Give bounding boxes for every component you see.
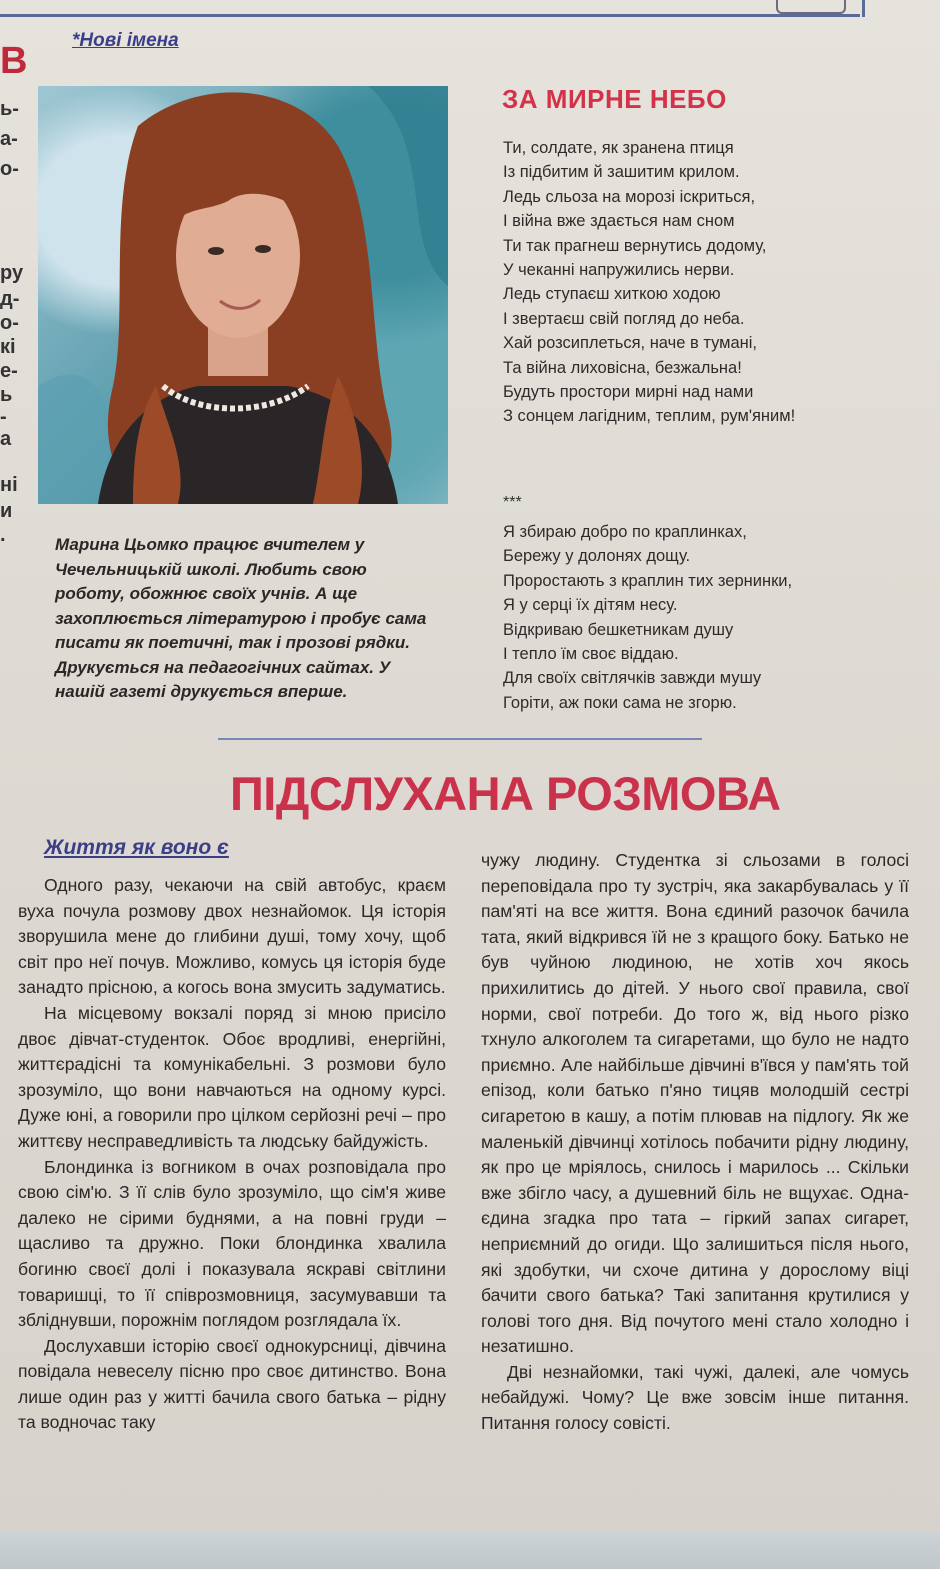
poem-line: Я збираю добро по краплинках, [503,523,747,541]
poem-line: У чеканні напружились нерви. [503,261,735,280]
poem-title: ЗА МИРНЕ НЕБО [502,84,727,114]
edge-fragment: а [0,428,12,450]
poem-line: Горіти, аж поки сама не згорю. [503,693,737,712]
poem-line: Будуть простори мирні над нами [503,383,754,402]
poem-1 [503,136,883,429]
article-paragraph: Дослухавши історію своєї однокурсниці, дівчина повідала невеселу пісню про своє дитинство. Вона лише один раз у житті бачила свого батька – рідну та водночас таку [18,1335,446,1433]
article-column-1 [18,873,446,1436]
poem-line: З сонцем лагідним, теплим, рум'яним! [503,407,796,426]
article-column-2 [481,848,909,1437]
section-divider [218,738,702,740]
page-bottom-edge [0,1532,940,1569]
poem-line: Проростають з краплин тих зернинки, [503,571,793,590]
edge-fragment: кі [0,336,16,358]
top-rule [0,14,860,17]
poem-line: Відкриваю бешкетникам душу [503,620,734,639]
article-subhead: Життя як воно є [44,836,229,859]
edge-fragment: ру [0,262,24,284]
edge-fragment: В [0,40,28,82]
poem-line: Я у серці їх дітям несу. [503,596,678,615]
article-paragraph: Блондинка із вогником в очах розповідала про свою сім'ю. З її слів було зрозуміло, що сім'я живе далеко не сірими буднями, а на повні груди – щасливо та дружно. Поки блондинка хвалила богиню своєї долі і показувала яскраві світлини товаришці, то її співрозмовниця, засумувавши та збліднувши, порожнім поглядом розглядала їх. [18,1156,446,1331]
poem-2 [503,520,883,715]
article-paragraph: чужу людину. Студентка зі сльозами в голосі переповідала про ту зустріч, яка закарбувалась у її пам'яті на все життя. Вона єдиний разочок бачила тата, який відкрився їй не з кращого боку. Батько не був чуйною людиною, не хотів хоч якось прихилитись до дітей. У нього свої правила, свої норми, свої потреби. До того ж, від нього різко тхнуло алкоголем та сигаретами, що було не надто приємно. Але найбільше дівчині в'ївся у пам'ять той епізод, коли батько п'яно тицяв молодшій сестрі сигаретою в кашу, а потім плював на підлогу. Як же маленькій дівчинці хотілось побачити рідну людину, як про це мріялось, снилось і марилось ... Скільки вже збігло часу, а душевний біль не вщухає. Одна-єдина згадка про тата – гіркий запах сигарет, неприємний до огиди. Що залишиться після нього, які здобутки, чи схоче дитина у дорослому віці бачити свого батька? Такі запитання крутилися у голові того дня. Від почутого мені стало холодно і незатишно. [481,850,909,1357]
poem-line: Та війна лиховісна, безжальна! [503,358,742,377]
poem-line: Для своїх світлячків завжди мушу [503,669,762,688]
portrait-illustration [38,86,448,504]
article-paragraph: Одного разу, чекаючи на свій автобус, краєм вуха почула розмову двох незнайомок. Ця історія зворушила мене до глибини душі, тому хочу, щоб світ про неї почув. Можливо, комусь ця історія буде занадто прісною, а когось вона змусить задуматись. [18,875,446,998]
poem-line: Бережу у долонях дощу. [503,547,691,566]
rubric-label: *Нові імена [72,30,179,51]
edge-fragment: о- [0,158,19,180]
edge-fragment: и [0,500,13,522]
poem-line: Із підбитим й зашитим крилом. [503,163,740,182]
article-paragraph: Дві незнайомки, такі чужі, далекі, але чомусь небайдужі. Чому? Це вже зовсім інше питання. Питання голосу совісті. [481,1361,909,1434]
edge-fragment: а- [0,128,18,150]
corner-rule [862,0,865,17]
poem-line: Ледь ступаєш хиткою ходою [503,285,721,304]
photo-caption [55,533,435,705]
poem-separator-stars: *** [503,494,522,511]
article-headline: ПІДСЛУХАНА РОЗМОВА [230,767,781,820]
edge-fragment: . [0,524,6,546]
caption-text: Марина Цьомко працює вчителем у Чечельницькій школі. Любить свою роботу, обожнює своїх учнів. А ще захоплюється літературою і пробує сама писати як поетичні, так і прозові рядки. Друкується на педагогічних сайтах. У нашій газеті друкується вперше. [55,535,427,701]
edge-fragment: ь- [0,98,19,120]
article-paragraph: На місцевому вокзалі поряд зі мною присіло двоє дівчат-студенток. Обоє вродливі, енергійні, життєрадісні та комунікабельні. З розмови було зрозуміло, що вони навчаються на одному курсі. Дуже юні, а говорили про цілком серйозні речі – про життєву несправедливість та людську байдужість. [18,1002,446,1151]
edge-fragment: е- [0,360,18,382]
poem-line: Хай розсиплеться, наче в тумані, [503,334,758,353]
edge-fragment: ь [0,384,13,406]
edge-fragment: - [0,406,7,428]
poem-line: Ти так прагнеш вернутись додому, [503,236,767,255]
poem-line: І звертаєш свій погляд до неба. [503,309,745,328]
poem-line: Ледь сльоза на морозі іскриться, [503,187,756,206]
edge-fragment: д- [0,288,20,310]
edge-fragment: ні [0,474,18,496]
corner-box [776,0,846,14]
poem-line: І тепло їм своє віддаю. [503,645,679,664]
edge-fragment: о- [0,312,19,334]
poem-line: І війна вже здається нам сном [503,212,735,231]
author-photo [38,86,448,504]
poem-line: Ти, солдате, як зранена птиця [503,139,734,157]
